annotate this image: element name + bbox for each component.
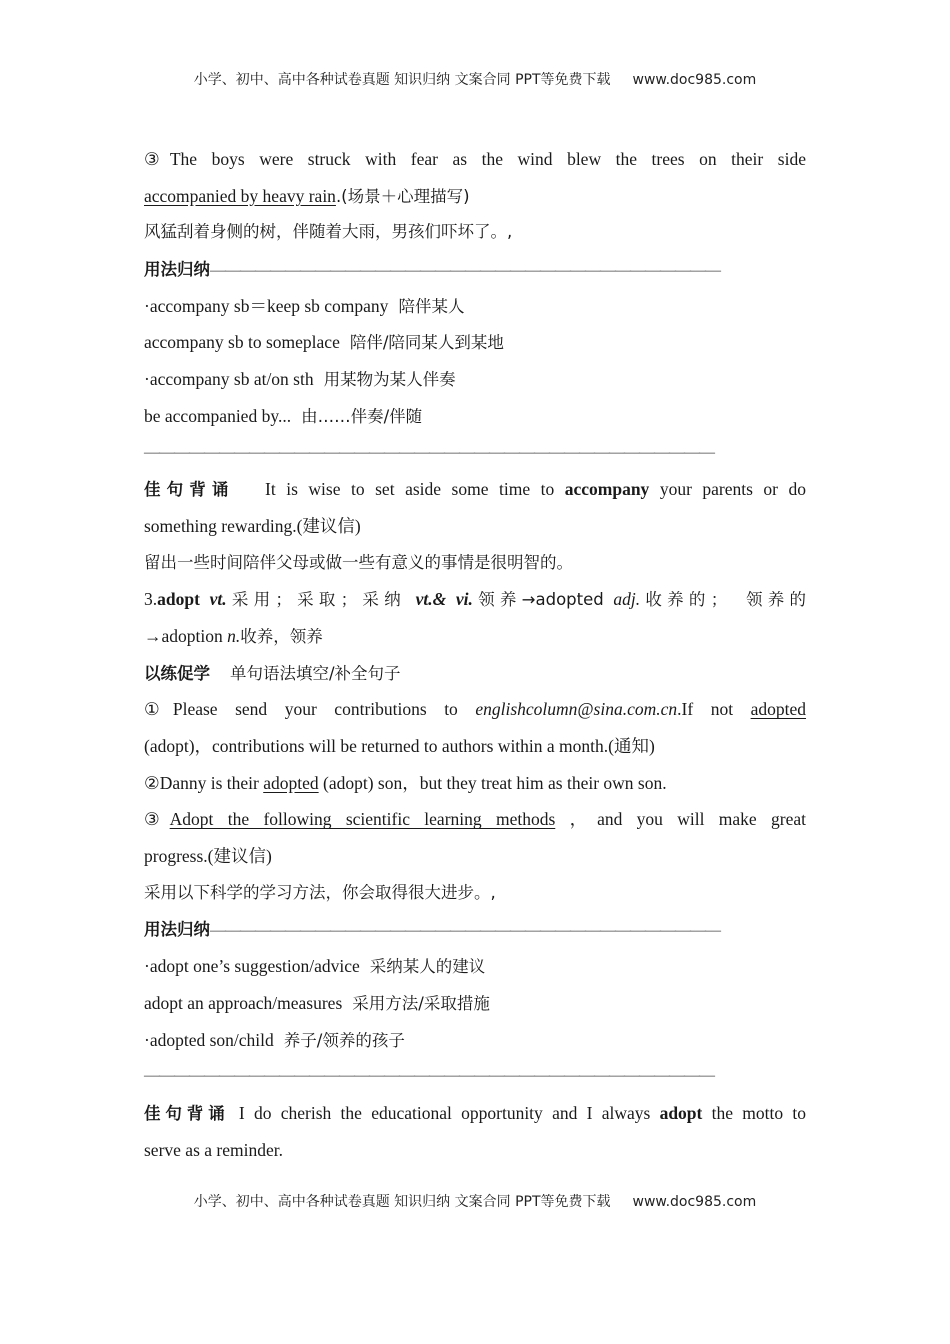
good-sentence-text: I do cherish the educational opportunity and I always xyxy=(238,1102,651,1123)
s1-usage-item xyxy=(144,288,806,325)
s1-usage-rule: —————————————————————————————————— xyxy=(210,262,720,280)
usage-en: ·accompany sb＝keep sb company xyxy=(144,295,389,316)
usage-cn: 陪伴某人 xyxy=(398,296,465,316)
example-text: ①Please send your contributions to xyxy=(144,699,458,720)
s2-usage-item xyxy=(144,948,806,985)
usage-en: ·adopted son/child xyxy=(144,1029,274,1050)
s2-good-sentence-line1 xyxy=(144,1095,806,1132)
s2-heading-line2 xyxy=(144,618,806,655)
usage-cn: 采用方法/采取措施 xyxy=(352,993,490,1013)
usage-en: be accompanied by... xyxy=(144,405,292,426)
s1-good-sentence-line2: something rewarding.(建议信) xyxy=(144,515,361,536)
usage-cn: 养子/领养的孩子 xyxy=(283,1030,405,1050)
s2-example-3-line2: progress.(建议信) xyxy=(144,846,272,867)
example-text: .If not xyxy=(677,699,734,720)
s1-usage-heading xyxy=(144,251,806,288)
s1-example-3-text: ③The boys were struck with fear as the wind blew the trees on their side xyxy=(144,149,806,169)
example-answer: adopted xyxy=(263,772,319,793)
good-sentence-text: the motto to xyxy=(711,1102,807,1123)
s2-usage-item xyxy=(144,1022,806,1059)
s2-good-sentence-line2: serve as a reminder. xyxy=(144,1139,283,1160)
s2-usage-heading xyxy=(144,911,806,948)
s1-usage-item xyxy=(144,361,806,398)
s2-practice-heading xyxy=(144,655,806,692)
s1-example-3-answer: accompanied by heavy rain xyxy=(144,185,336,206)
s2-example-2 xyxy=(144,765,806,802)
entry-word: adopt xyxy=(157,589,200,610)
s2-usage-title: 用法归纳 xyxy=(144,920,210,940)
page-footer xyxy=(0,1191,950,1211)
s1-good-sentence-line1 xyxy=(144,471,806,508)
usage-en: adopt an approach/measures xyxy=(144,992,343,1013)
s1-example-3-line1 xyxy=(144,141,806,178)
s2-example-1-line1 xyxy=(144,691,806,728)
s1-good-sentence-translation: 留出一些时间陪伴父母或做一些有意义的事情是很明智的。 xyxy=(144,552,573,572)
usage-cn: 陪伴/陪同某人到某地 xyxy=(349,333,504,353)
example-answer: Adopt the following scientific learning methods xyxy=(169,809,556,830)
s2-usage-rule: —————————————————————————————————— xyxy=(210,922,720,940)
example-number: ③ xyxy=(144,809,170,830)
s2-example-3-line1 xyxy=(144,801,806,838)
example-text: ②Danny is their xyxy=(144,772,259,793)
s2-end-rule: —————————————————————————————————————— xyxy=(144,1067,714,1085)
example-email: englishcolumn@sina.com.cn xyxy=(475,699,678,720)
entry-meaning: 领养→adopted xyxy=(472,590,604,610)
good-sentence-text: your parents or do xyxy=(659,479,807,500)
s2-example-3-translation: 采用以下科学的学习方法，你会取得很大进步。, xyxy=(144,882,496,902)
example-answer: adopted xyxy=(750,699,807,720)
good-sentence-label: 佳句背诵 xyxy=(144,1103,230,1123)
footer-site: www.doc985.com xyxy=(632,1194,757,1210)
entry-pos: vt.& vi. xyxy=(415,589,473,610)
entry-meaning: 采用；采取；采纳 xyxy=(226,590,406,610)
usage-cn: 采纳某人的建议 xyxy=(369,957,486,977)
good-sentence-label: 佳句背诵 xyxy=(144,480,235,500)
entry-pos: adj. xyxy=(613,589,641,610)
s1-usage-item xyxy=(144,324,806,361)
header-site: www.doc985.com xyxy=(632,72,757,88)
example-text: (adopt) son，but they treat him as their own son. xyxy=(323,772,667,793)
s1-usage-title: 用法归纳 xyxy=(144,260,210,280)
usage-cn: 由……伴奏/伴随 xyxy=(301,406,423,426)
usage-cn: 用某物为某人伴奏 xyxy=(323,370,456,390)
s1-example-3-line2 xyxy=(144,178,806,215)
example-text: ，and you will make great xyxy=(569,809,806,830)
s1-example-3-note: .(场景＋心理描写) xyxy=(335,186,470,206)
entry-meaning: 收养的； 领养的 xyxy=(640,590,807,610)
footer-text: 小学、初中、高中各种试卷真题 知识归纳 文案合同 PPT等免费下载 xyxy=(193,1194,611,1210)
practice-type: 单句语法填空/补全句子 xyxy=(230,663,401,683)
s2-usage-item xyxy=(144,985,806,1022)
entry-derivative: →adoption xyxy=(144,625,223,646)
s2-example-1-line2: (adopt)，contributions will be returned to authors within a month.(通知) xyxy=(144,736,655,756)
entry-meaning: 收养，领养 xyxy=(240,626,323,646)
practice-label: 以练促学 xyxy=(144,663,210,683)
document-body xyxy=(144,141,806,1168)
usage-en: ·accompany sb at/on sth xyxy=(144,369,314,390)
entry-number: 3. xyxy=(144,589,158,610)
good-sentence-keyword: adopt xyxy=(659,1102,703,1123)
good-sentence-text: It is wise to set aside some time to xyxy=(265,479,555,500)
usage-en: accompany sb to someplace xyxy=(144,332,340,353)
s1-end-rule: —————————————————————————————————————— xyxy=(144,443,714,461)
usage-en: ·adopt one’s suggestion/advice xyxy=(144,956,360,977)
page-header xyxy=(0,69,950,89)
good-sentence-keyword: accompany xyxy=(564,479,650,500)
entry-pos: vt. xyxy=(209,589,227,610)
s1-example-3-translation: 风猛刮着身侧的树，伴随着大雨，男孩们吓坏了。, xyxy=(144,222,513,242)
s2-heading-line1 xyxy=(144,581,806,618)
s1-usage-item xyxy=(144,398,806,435)
header-text: 小学、初中、高中各种试卷真题 知识归纳 文案合同 PPT等免费下载 xyxy=(193,72,611,88)
entry-pos: n. xyxy=(227,625,241,646)
